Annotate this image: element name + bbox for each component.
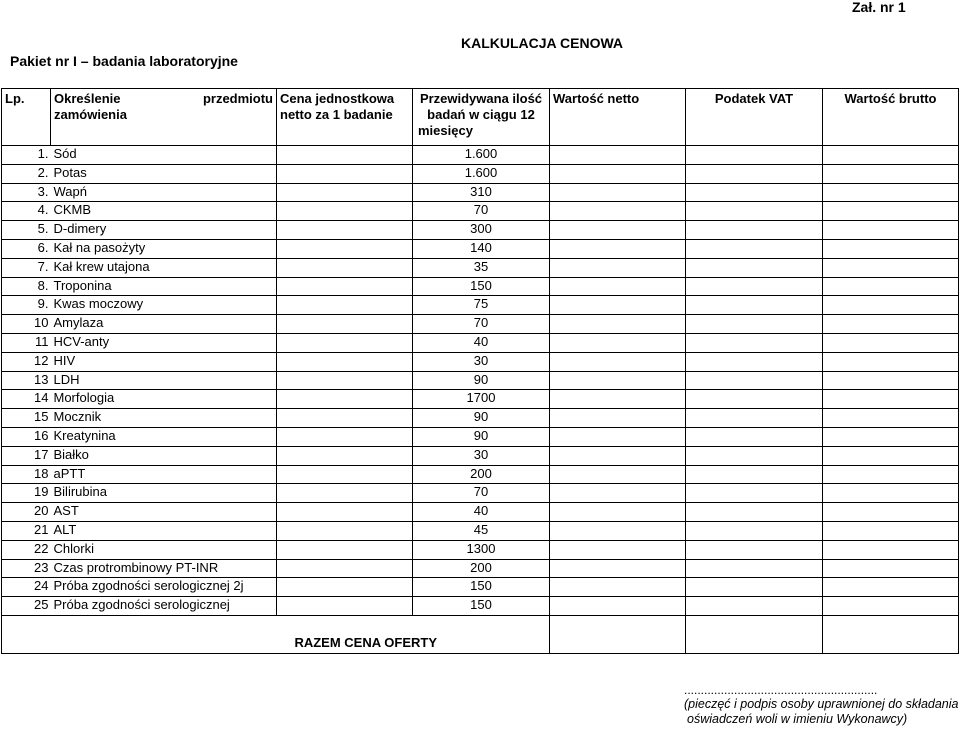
row-net-value (550, 202, 686, 221)
row-unit-price (277, 503, 413, 522)
row-net-value (550, 371, 686, 390)
row-lp: 17 (2, 446, 51, 465)
table-row (2, 333, 959, 352)
table-row (2, 446, 959, 465)
row-gross-value (823, 315, 959, 334)
row-vat (686, 465, 823, 484)
row-name: Kał na pasożyty (51, 239, 277, 258)
row-gross-value (823, 146, 959, 165)
row-gross-value (823, 221, 959, 240)
row-net-value (550, 409, 686, 428)
col-name-word1: Określenie (54, 91, 121, 106)
row-unit-price (277, 597, 413, 616)
row-gross-value (823, 559, 959, 578)
row-net-value (550, 258, 686, 277)
total-label: RAZEM CENA OFERTY (2, 615, 550, 653)
row-net-value (550, 183, 686, 202)
col-name-word3: zamówienia (54, 107, 127, 122)
row-name: Sód (51, 146, 277, 165)
table-row (2, 164, 959, 183)
row-gross-value (823, 239, 959, 258)
price-table (1, 88, 959, 654)
row-qty: 45 (413, 521, 550, 540)
row-vat (686, 409, 823, 428)
row-vat (686, 371, 823, 390)
col-qty-line1: Przewidywana ilość (419, 91, 543, 106)
row-lp: 4. (2, 202, 51, 221)
row-unit-price (277, 465, 413, 484)
row-unit-price (277, 239, 413, 258)
attachment-label: Zał. nr 1 (852, 0, 906, 15)
row-vat (686, 258, 823, 277)
row-vat (686, 597, 823, 616)
row-name: aPTT (51, 465, 277, 484)
table-row (2, 239, 959, 258)
row-vat (686, 146, 823, 165)
total-row (2, 615, 959, 653)
row-vat (686, 315, 823, 334)
col-lp-label: Lp. (5, 91, 25, 106)
row-qty: 1.600 (413, 146, 550, 165)
table-row (2, 315, 959, 334)
row-qty: 40 (413, 503, 550, 522)
row-vat (686, 352, 823, 371)
row-unit-price (277, 521, 413, 540)
table-row (2, 427, 959, 446)
row-unit-price (277, 315, 413, 334)
row-lp: 16 (2, 427, 51, 446)
table-row (2, 540, 959, 559)
row-lp: 2. (2, 164, 51, 183)
row-gross-value (823, 202, 959, 221)
row-qty: 150 (413, 277, 550, 296)
row-lp: 14 (2, 390, 51, 409)
row-gross-value (823, 409, 959, 428)
row-gross-value (823, 484, 959, 503)
row-net-value (550, 521, 686, 540)
row-unit-price (277, 183, 413, 202)
row-lp: 22 (2, 540, 51, 559)
row-gross-value (823, 578, 959, 597)
row-unit-price (277, 277, 413, 296)
row-qty: 150 (413, 578, 550, 597)
table-row (2, 371, 959, 390)
row-net-value (550, 221, 686, 240)
row-lp: 12 (2, 352, 51, 371)
row-vat (686, 521, 823, 540)
row-qty: 1700 (413, 390, 550, 409)
row-unit-price (277, 559, 413, 578)
row-name: HCV-anty (51, 333, 277, 352)
row-name: LDH (51, 371, 277, 390)
row-name: Amylaza (51, 315, 277, 334)
row-name: Chlorki (51, 540, 277, 559)
col-name-word2: przedmiotu (202, 91, 273, 106)
row-gross-value (823, 390, 959, 409)
row-gross-value (823, 521, 959, 540)
row-unit-price (277, 409, 413, 428)
row-unit-price (277, 371, 413, 390)
header-row (2, 89, 959, 146)
table-row (2, 296, 959, 315)
row-net-value (550, 146, 686, 165)
row-lp: 21 (2, 521, 51, 540)
total-vat (686, 615, 823, 653)
col-vat-header (686, 89, 823, 146)
row-qty: 200 (413, 559, 550, 578)
row-net-value (550, 333, 686, 352)
row-lp: 24 (2, 578, 51, 597)
row-name: Potas (51, 164, 277, 183)
row-name: Próba zgodności serologicznej (51, 597, 277, 616)
row-unit-price (277, 352, 413, 371)
col-vat-label: Podatek VAT (714, 91, 794, 106)
row-unit-price (277, 146, 413, 165)
row-qty: 30 (413, 446, 550, 465)
table-row (2, 258, 959, 277)
row-vat (686, 202, 823, 221)
row-name: Kwas moczowy (51, 296, 277, 315)
col-lp-header (2, 89, 51, 146)
package-title: Pakiet nr I – badania laboratoryjne (10, 53, 238, 69)
row-unit-price (277, 484, 413, 503)
row-name: Kał krew utajona (51, 258, 277, 277)
col-net-value-header (550, 89, 686, 146)
row-gross-value (823, 164, 959, 183)
row-lp: 13 (2, 371, 51, 390)
table-row (2, 521, 959, 540)
row-net-value (550, 597, 686, 616)
row-unit-price (277, 390, 413, 409)
row-net-value (550, 559, 686, 578)
row-vat (686, 239, 823, 258)
table-row (2, 352, 959, 371)
col-unit-price-line1: Cena jednostkowa (280, 91, 395, 106)
row-vat (686, 427, 823, 446)
row-lp: 3. (2, 183, 51, 202)
signature-dots: .......................................................... (684, 683, 878, 697)
row-name: Wapń (51, 183, 277, 202)
row-lp: 23 (2, 559, 51, 578)
row-lp: 20 (2, 503, 51, 522)
row-gross-value (823, 465, 959, 484)
row-gross-value (823, 258, 959, 277)
row-gross-value (823, 597, 959, 616)
row-net-value (550, 277, 686, 296)
row-qty: 1.600 (413, 164, 550, 183)
row-qty: 75 (413, 296, 550, 315)
row-qty: 70 (413, 202, 550, 221)
row-name: Morfologia (51, 390, 277, 409)
row-net-value (550, 296, 686, 315)
table-row (2, 503, 959, 522)
row-qty: 1300 (413, 540, 550, 559)
row-net-value (550, 315, 686, 334)
col-name-header (51, 89, 277, 146)
row-lp: 5. (2, 221, 51, 240)
row-qty: 310 (413, 183, 550, 202)
row-qty: 30 (413, 352, 550, 371)
row-name: HIV (51, 352, 277, 371)
row-net-value (550, 484, 686, 503)
table-row (2, 597, 959, 616)
row-net-value (550, 239, 686, 258)
row-name: Mocznik (51, 409, 277, 428)
table-row (2, 146, 959, 165)
row-qty: 200 (413, 465, 550, 484)
signature-line2: oświadczeń woli w imieniu Wykonawcy) (687, 712, 908, 726)
row-qty: 300 (413, 221, 550, 240)
row-net-value (550, 427, 686, 446)
row-qty: 40 (413, 333, 550, 352)
row-unit-price (277, 296, 413, 315)
row-qty: 90 (413, 409, 550, 428)
row-gross-value (823, 352, 959, 371)
table-row (2, 409, 959, 428)
col-qty-line3: miesięcy (418, 123, 473, 138)
row-unit-price (277, 202, 413, 221)
row-lp: 19 (2, 484, 51, 503)
table-row (2, 183, 959, 202)
row-name: Białko (51, 446, 277, 465)
row-vat (686, 277, 823, 296)
row-gross-value (823, 503, 959, 522)
row-name: ALT (51, 521, 277, 540)
col-gross-value-header (823, 89, 959, 146)
row-unit-price (277, 446, 413, 465)
table-row (2, 390, 959, 409)
table-row (2, 465, 959, 484)
calculation-title: KALKULACJA CENOWA (461, 35, 624, 51)
row-name: Bilirubina (51, 484, 277, 503)
row-net-value (550, 352, 686, 371)
row-vat (686, 183, 823, 202)
row-qty: 70 (413, 484, 550, 503)
row-lp: 9. (2, 296, 51, 315)
row-gross-value (823, 333, 959, 352)
row-gross-value (823, 540, 959, 559)
col-qty-line2: badań w ciągu 12 (427, 107, 535, 122)
table-row (2, 221, 959, 240)
row-qty: 70 (413, 315, 550, 334)
row-vat (686, 296, 823, 315)
row-gross-value (823, 427, 959, 446)
row-unit-price (277, 164, 413, 183)
col-net-value-label: Wartość netto (553, 91, 640, 106)
row-lp: 11 (2, 333, 51, 352)
row-qty: 90 (413, 427, 550, 446)
row-vat (686, 503, 823, 522)
row-net-value (550, 503, 686, 522)
total-gross-value (823, 615, 959, 653)
row-lp: 7. (2, 258, 51, 277)
row-vat (686, 390, 823, 409)
row-net-value (550, 578, 686, 597)
row-gross-value (823, 183, 959, 202)
row-qty: 35 (413, 258, 550, 277)
row-unit-price (277, 578, 413, 597)
row-name: AST (51, 503, 277, 522)
col-unit-price-line2: netto za 1 badanie (280, 107, 393, 122)
row-name: D-dimery (51, 221, 277, 240)
row-lp: 10 (2, 315, 51, 334)
row-vat (686, 578, 823, 597)
row-name: Kreatynina (51, 427, 277, 446)
table-row (2, 578, 959, 597)
row-vat (686, 484, 823, 503)
row-vat (686, 446, 823, 465)
row-lp: 18 (2, 465, 51, 484)
row-lp: 25 (2, 597, 51, 616)
row-vat (686, 540, 823, 559)
row-lp: 6. (2, 239, 51, 258)
row-vat (686, 164, 823, 183)
row-qty: 140 (413, 239, 550, 258)
row-name: CKMB (51, 202, 277, 221)
row-qty: 150 (413, 597, 550, 616)
row-qty: 90 (413, 371, 550, 390)
row-net-value (550, 446, 686, 465)
row-name: Czas protrombinowy PT-INR (51, 559, 277, 578)
col-qty-header (413, 89, 550, 146)
row-net-value (550, 164, 686, 183)
row-unit-price (277, 427, 413, 446)
col-gross-value-label: Wartość brutto (844, 91, 937, 106)
row-unit-price (277, 333, 413, 352)
col-unit-price-header (277, 89, 413, 146)
row-lp: 8. (2, 277, 51, 296)
row-gross-value (823, 446, 959, 465)
row-name: Troponina (51, 277, 277, 296)
row-vat (686, 559, 823, 578)
row-unit-price (277, 540, 413, 559)
row-net-value (550, 540, 686, 559)
table-row (2, 559, 959, 578)
row-vat (686, 221, 823, 240)
table-row (2, 202, 959, 221)
row-net-value (550, 465, 686, 484)
total-net-value (550, 615, 686, 653)
row-gross-value (823, 277, 959, 296)
row-lp: 1. (2, 146, 51, 165)
row-vat (686, 333, 823, 352)
table-row (2, 484, 959, 503)
table-row (2, 277, 959, 296)
row-net-value (550, 390, 686, 409)
row-gross-value (823, 371, 959, 390)
row-lp: 15 (2, 409, 51, 428)
row-unit-price (277, 221, 413, 240)
row-gross-value (823, 296, 959, 315)
row-name: Próba zgodności serologicznej 2j (51, 578, 277, 597)
row-unit-price (277, 258, 413, 277)
signature-line1: (pieczęć i podpis osoby uprawnionej do składania (684, 697, 959, 711)
